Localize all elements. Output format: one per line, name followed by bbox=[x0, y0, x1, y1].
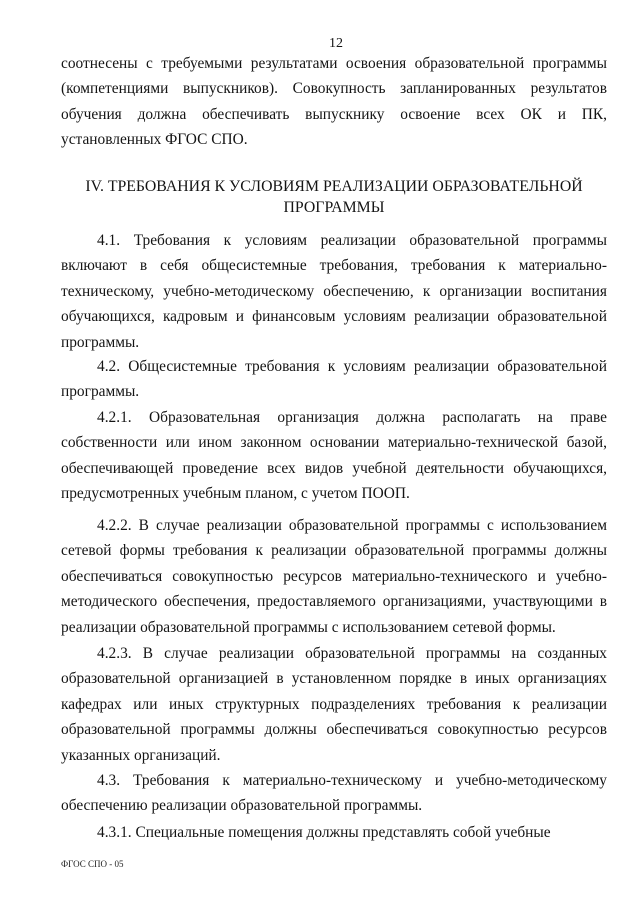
footer-label: ФГОС СПО - 05 bbox=[61, 859, 124, 869]
paragraph-4-3-1: 4.3.1. Специальные помещения должны представлять собой учебные bbox=[97, 824, 551, 841]
intro-paragraph-text: соотнесены с требуемыми результатами освоения образовательной программы (компетенциями выпускников). Совокупность запланированных результатов обучения должна обеспечивать выпускнику освоение всех ОК и ПК, установленных ФГОС СПО. bbox=[61, 55, 607, 149]
paragraph-4-2-2: 4.2.2. В случае реализации образовательной программы с использованием сетевой формы требования к реализации образовательной программы должны обеспечиваться совокупностью ресурсов материально-технического и учебно-методического обеспечения, предоставляемого организациями, участвующими в реализации образовательной программы с использованием сетевой формы. bbox=[61, 517, 607, 636]
paragraph-4-1: 4.1. Требования к условиям реализации образовательной программы включают в себя общесистемные требования, требования к материально-техническому, учебно-методическому обеспечению, к организации воспитания обучающихся, кадровым и финансовым условиям реализации образовательной программы. bbox=[61, 232, 607, 351]
section-heading: IV. ТРЕБОВАНИЯ К УСЛОВИЯМ РЕАЛИЗАЦИИ ОБРАЗОВАТЕЛЬНОЙ ПРОГРАММЫ bbox=[85, 178, 583, 216]
paragraph-4-3: 4.3. Требования к материально-техническому и учебно-методическому обеспечению реализации образовательной программы. bbox=[61, 772, 607, 815]
paragraph-4-2: 4.2. Общесистемные требования к условиям реализации образовательной программы. bbox=[61, 358, 607, 401]
intro-paragraph bbox=[61, 51, 607, 153]
page-number: 12 bbox=[329, 36, 343, 51]
paragraph-4-2-1: 4.2.1. Образовательная организация должна располагать на праве собственности или ином законном основании материально-технической базой, обеспечивающей проведение всех видов учебной деятельности обучающихся, предусмотренных учебным планом, с учетом ПООП. bbox=[61, 409, 607, 503]
paragraph-4-2-3: 4.2.3. В случае реализации образовательной программы на созданных образовательной организацией в установленном порядке в иных организациях кафедрах или иных структурных подразделениях требования к реализации образовательной программы должны обеспечиваться совокупностью ресурсов указанных организаций. bbox=[61, 645, 607, 764]
